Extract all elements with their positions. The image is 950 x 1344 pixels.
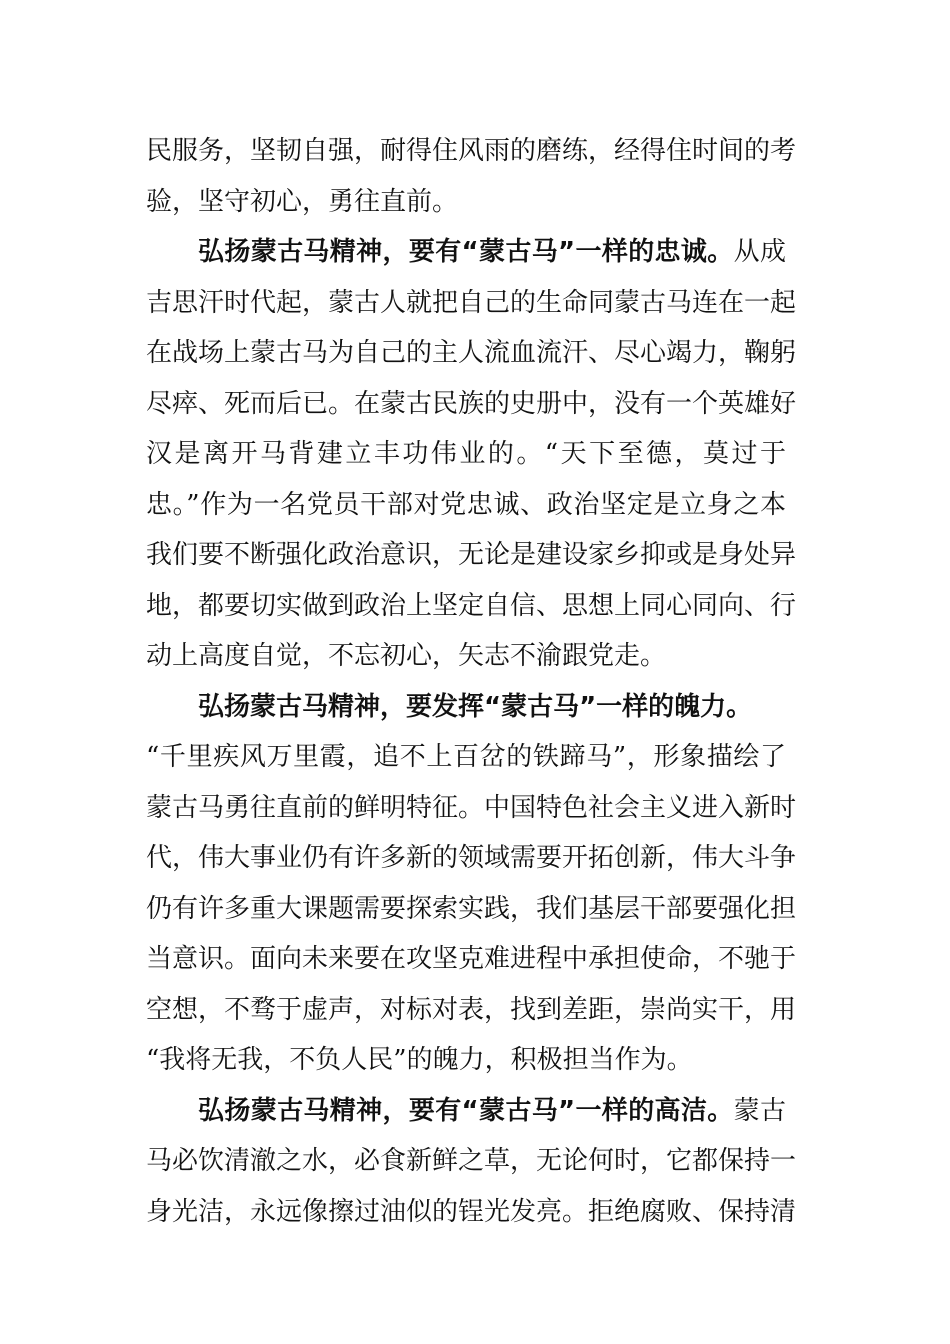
paragraph-loyalty: 弘扬蒙古马精神，要有“蒙古马”一样的忠诚。从成 <box>198 237 786 267</box>
paragraph-purity: 弘扬蒙古马精神，要有“蒙古马”一样的高洁。蒙古 <box>198 1095 786 1126</box>
paragraph-heading-purity: 弘扬蒙古马精神，要有“蒙古马”一样的高洁。 <box>198 1095 734 1126</box>
text-line: 动上高度自觉，不忘初心，矢志不渝跟党走。 <box>146 641 667 671</box>
text-line: 身光洁，永远像擦过油似的锃光发亮。拒绝腐败、保持清 <box>146 1196 797 1227</box>
text-line: 在战场上蒙古马为自己的主人流血流汗、尽心竭力，鞠躬 <box>146 338 797 368</box>
text-line: 代，伟大事业仍有许多新的领域需要开拓创新，伟大斗争 <box>146 843 797 873</box>
body-text <box>146 126 797 1237</box>
text-line: 地，都要切实做到政治上坚定自信、思想上同心同向、行 <box>146 590 797 621</box>
text-line: 蒙古马勇往直前的鲜明特征。中国特色社会主义进入新时 <box>146 792 797 823</box>
paragraph-heading-courage: 弘扬蒙古马精神，要发挥“蒙古马”一样的魄力。 <box>198 691 753 722</box>
text-line: 吉思汗时代起，蒙古人就把自己的生命同蒙古马连在一起 <box>146 287 797 318</box>
text-line: 当意识。面向未来要在攻坚克难进程中承担使命，不驰于 <box>146 944 797 974</box>
text-line: 仍有许多重大课题需要探索实践，我们基层干部要强化担 <box>146 893 797 924</box>
text-line: 汉是离开马背建立丰功伟业的。“天下至德，莫过于 <box>146 439 786 469</box>
text-line: 我们要不断强化政治意识，无论是建设家乡抑或是身处异 <box>146 540 797 570</box>
text-line: “我将无我，不负人民”的魄力，积极担当作为。 <box>146 1045 693 1075</box>
text-line: 尽瘁、死而后已。在蒙古民族的史册中，没有一个英雄好 <box>146 388 797 419</box>
text-line: 忠。”作为一名党员干部对党忠诚、政治坚定是立身之本 <box>146 489 786 520</box>
text-line: 验，坚守初心，勇往直前。 <box>146 186 459 217</box>
text-line: 空想，不骛于虚声，对标对表，找到差距，崇尚实干，用 <box>146 994 797 1025</box>
text-line: 马必饮清澈之水，必食新鲜之草，无论何时，它都保持一 <box>146 1146 797 1176</box>
text-line: “千里疾风万里霞，追不上百岔的铁蹄马”，形象描绘了 <box>146 742 786 772</box>
text-line: 民服务，坚韧自强，耐得住风雨的磨练，经得住时间的考 <box>146 136 797 166</box>
paragraph-courage <box>146 682 786 733</box>
paragraph-heading-loyalty: 弘扬蒙古马精神，要有“蒙古马”一样的忠诚。 <box>198 237 734 267</box>
